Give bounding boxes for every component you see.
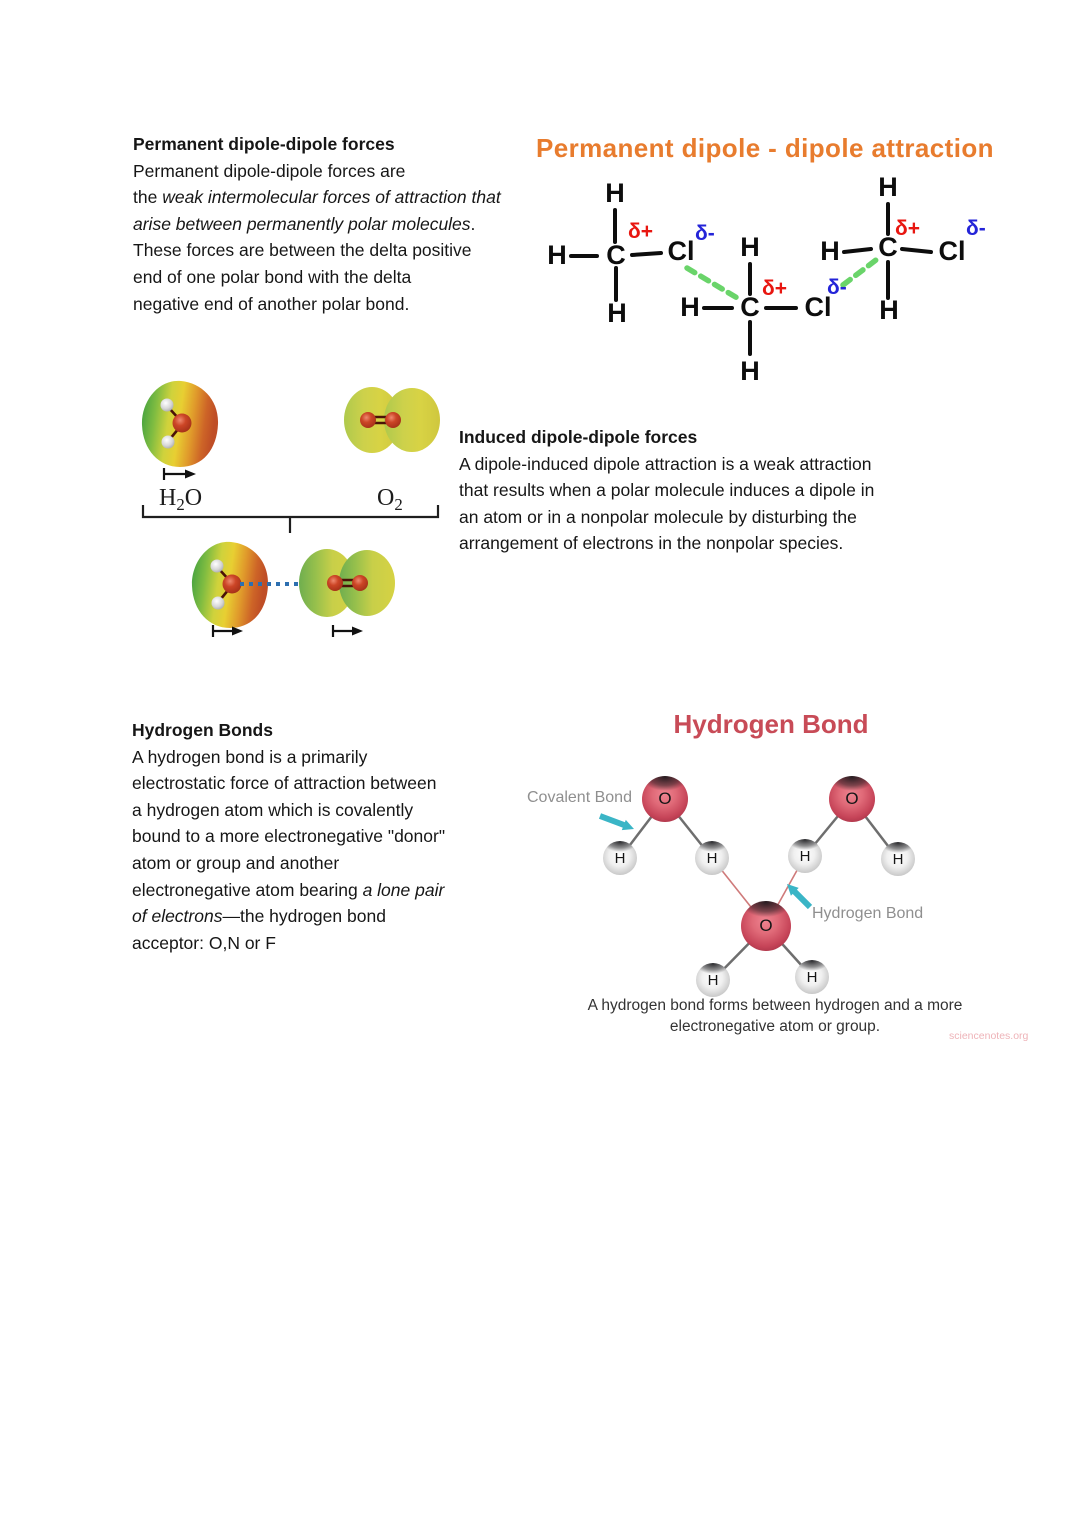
figure-caption xyxy=(540,996,1010,1037)
atom-label-cl: Cl xyxy=(804,292,832,322)
o2-esp-blob xyxy=(344,387,440,453)
atom-label-cl: Cl xyxy=(667,236,695,266)
body-line xyxy=(132,877,552,904)
hydrogen-atom-label: H xyxy=(892,850,904,868)
hydrogen-bonds-text-block xyxy=(132,717,552,956)
delta-plus-label: δ+ xyxy=(895,217,920,240)
body-text-italic: a lone pair xyxy=(362,879,445,900)
oxygen-atom xyxy=(741,901,791,951)
hydrogen-atom xyxy=(881,842,915,876)
body-line: negative end of another polar bond. xyxy=(133,293,410,314)
figure-caption-line: electronegative atom or group. xyxy=(669,1017,881,1035)
body-line: a hydrogen atom which is covalently xyxy=(132,799,414,820)
atom-label-h: H xyxy=(605,178,625,208)
body-line: arrangement of electrons in the nonpolar species. xyxy=(459,533,844,554)
h-atom xyxy=(162,436,175,449)
h2o-label-h: H xyxy=(159,485,177,511)
atom-label-h: H xyxy=(680,292,700,322)
oxygen-atom-label: O xyxy=(759,916,773,935)
body-text: electronegative atom bearing xyxy=(132,879,363,900)
body-text: . xyxy=(470,213,476,234)
body-line: an atom or in a nonpolar molecule by disturbing the xyxy=(459,506,857,527)
hydrogen-bonds-heading: Hydrogen Bonds xyxy=(132,720,273,740)
hydrogen-bond-arrow-icon xyxy=(787,884,810,907)
h2o-label xyxy=(159,485,202,514)
h2o-label-o: O xyxy=(184,485,203,511)
hydrogen-atom xyxy=(696,963,730,997)
watermark: sciencenotes.org xyxy=(949,1030,1029,1042)
hydrogen-atom-label: H xyxy=(614,849,626,867)
o-atom xyxy=(173,414,192,433)
induced-dipole-text-block xyxy=(459,424,969,557)
body-text-italic: arise between permanently polar molecules xyxy=(133,213,471,234)
permanent-dipole-text-block xyxy=(133,131,578,317)
oxygen-atom xyxy=(829,776,875,822)
h2o-esp-blob-bottom xyxy=(192,542,268,628)
covalent-bond-label: Covalent Bond xyxy=(527,789,632,806)
delta-minus-label: δ- xyxy=(966,217,986,240)
o2-esp-blob-bottom xyxy=(299,549,395,617)
h2o-label-sub: 2 xyxy=(176,495,185,514)
hydrogen-bond-figure-title: Hydrogen Bond xyxy=(673,709,869,739)
o2-label-sub: 2 xyxy=(394,495,403,514)
pd-diagram-title: Permanent dipole - dipole attraction xyxy=(536,133,994,163)
hydrogen-atom-label: H xyxy=(707,971,719,989)
esp-induced-dipole-figure xyxy=(135,370,460,662)
attraction-dash-line xyxy=(843,260,876,285)
delta-minus-label: δ- xyxy=(695,222,715,245)
covalent-bond-arrow-icon xyxy=(600,816,634,830)
atom-label-h: H xyxy=(820,236,840,266)
body-line: bound to a more electronegative "donor" xyxy=(132,826,446,847)
body-text-italic: of electrons xyxy=(132,906,223,927)
dipole-arrow-icon xyxy=(164,468,196,480)
o-atom xyxy=(360,412,376,428)
delta-plus-label: δ+ xyxy=(762,277,787,300)
body-text: the xyxy=(133,187,163,208)
hydrogen-atom xyxy=(795,960,829,994)
body-text: —the hydrogen bond xyxy=(222,906,386,927)
body-text-italic: weak intermolecular forces of attraction that xyxy=(162,187,501,208)
permanent-dipole-heading: Permanent dipole-dipole forces xyxy=(133,134,395,154)
hydrogen-atom xyxy=(788,839,822,873)
body-line: A dipole-induced dipole attraction is a weak attraction xyxy=(459,453,872,474)
oxygen-atom xyxy=(642,776,688,822)
atom-label-h: H xyxy=(878,172,898,202)
body-line xyxy=(132,903,552,930)
h2o-esp-blob xyxy=(142,381,218,467)
induced-dipole-heading: Induced dipole-dipole forces xyxy=(459,427,698,447)
figure-caption-line: A hydrogen bond forms between hydrogen and a more xyxy=(587,997,963,1014)
atom-label-c: C xyxy=(878,232,898,262)
hydrogen-atom xyxy=(695,841,729,875)
oxygen-atom-label: O xyxy=(658,789,672,808)
atom-label-h: H xyxy=(607,298,627,328)
body-line: atom or group and another xyxy=(132,852,340,873)
chloromethane-molecule-3 xyxy=(820,172,985,325)
pd-attraction-diagram xyxy=(535,172,1045,397)
body-line: end of one polar bond with the delta xyxy=(133,266,412,287)
atom-label-h: H xyxy=(547,240,567,270)
atom-label-h: H xyxy=(879,295,899,325)
atom-label-h: H xyxy=(740,356,760,386)
hydrogen-bond-label: Hydrogen Bond xyxy=(812,905,924,922)
o-atom xyxy=(223,575,242,594)
hydrogen-atom-label: H xyxy=(806,968,818,986)
body-line xyxy=(133,184,578,211)
delta-plus-label: δ+ xyxy=(628,220,653,243)
o2-label-o: O xyxy=(377,485,395,511)
body-line xyxy=(133,211,578,238)
body-line: A hydrogen bond is a primarily xyxy=(132,746,368,767)
hydrogen-atom-label: H xyxy=(706,849,718,867)
body-line: Permanent dipole-dipole forces are xyxy=(133,160,406,181)
atom-label-h: H xyxy=(740,232,760,262)
hydrogen-atom xyxy=(603,841,637,875)
atom-label-cl: Cl xyxy=(938,236,966,266)
atom-label-c: C xyxy=(606,240,626,270)
oxygen-atom-label: O xyxy=(845,789,859,808)
o2-label xyxy=(377,485,403,514)
o-atom xyxy=(327,575,343,591)
body-line: acceptor: O,N or F xyxy=(132,932,276,953)
delta-minus-label: δ- xyxy=(827,276,847,299)
hydrogen-atom-label: H xyxy=(799,847,811,865)
atom-label-c: C xyxy=(740,292,760,322)
body-line: electrostatic force of attraction between xyxy=(132,773,437,794)
h-atom xyxy=(212,597,225,610)
covalent-bond-lines xyxy=(620,799,898,980)
hydrogen-bond-figure xyxy=(525,703,1030,1053)
o-atom xyxy=(352,575,368,591)
h-atom xyxy=(161,399,174,412)
h-atom xyxy=(211,560,224,573)
o-atom xyxy=(385,412,401,428)
dipole-arrow-icon xyxy=(333,625,363,637)
body-line: These forces are between the delta positive xyxy=(133,240,472,261)
body-line: that results when a polar molecule induces a dipole in xyxy=(459,480,875,501)
